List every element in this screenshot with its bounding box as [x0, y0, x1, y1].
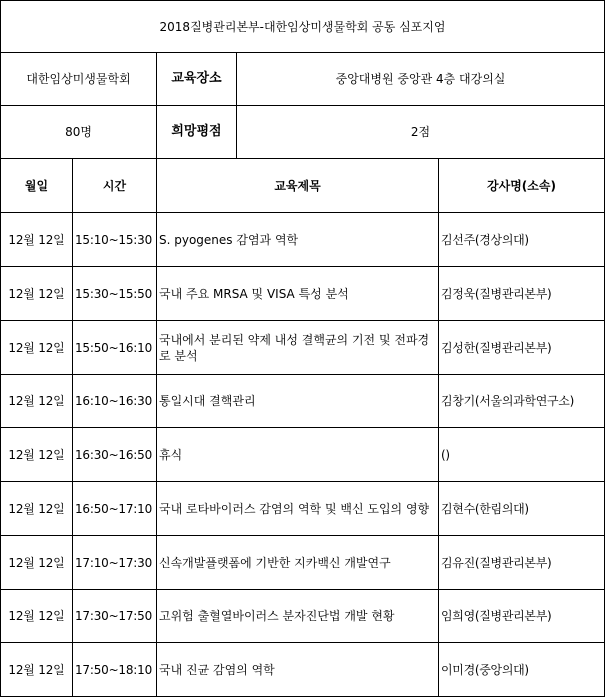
session-topic: 국내 진균 감염의 역학: [157, 643, 439, 697]
credits-label: 희망평점: [157, 106, 237, 158]
venue-value: 중앙대병원 중앙관 4층 대강의실: [335, 72, 506, 86]
session-lecturer: 김성한(질병관리본부): [439, 321, 605, 375]
venue-label: 교육장소: [157, 53, 237, 105]
time-column-header: 시간: [73, 159, 157, 213]
session-row: [1, 536, 605, 590]
capacity-value: 80명: [1, 106, 157, 159]
info-row-venue: [1, 53, 605, 106]
session-time: 15:10~15:30: [73, 213, 157, 267]
session-date: 12월 12일: [1, 428, 73, 482]
session-topic: 고위험 출혈열바이러스 분자진단법 개발 현황: [157, 590, 439, 643]
session-row: [1, 375, 605, 428]
session-topic: 국내 주요 MRSA 및 VISA 특성 분석: [157, 267, 439, 321]
symposium-title: 2018질병관리본부-대한임상미생물학회 공동 심포지엄: [1, 1, 605, 53]
session-time: 16:50~17:10: [73, 482, 157, 536]
topic-column-header: 교육제목: [157, 159, 439, 213]
organizer-name: 대한임상미생물학회: [1, 53, 157, 106]
session-time: 17:10~17:30: [73, 536, 157, 590]
session-row: [1, 267, 605, 321]
session-date: 12월 12일: [1, 643, 73, 697]
column-header-row: [1, 159, 605, 213]
session-row: [1, 213, 605, 267]
session-date: 12월 12일: [1, 375, 73, 428]
lecturer-column-header: 강사명(소속): [439, 159, 605, 213]
session-time: 16:30~16:50: [73, 428, 157, 482]
session-topic: 국내에서 분리된 약제 내성 결핵균의 기전 및 전파경로 분석: [157, 321, 439, 375]
session-lecturer: (): [439, 428, 605, 482]
session-lecturer: 이미경(중앙의대): [439, 643, 605, 697]
venue-cell: [157, 53, 605, 106]
session-topic: 휴식: [157, 428, 439, 482]
title-row: [1, 1, 605, 53]
session-date: 12월 12일: [1, 213, 73, 267]
credits-value: 2점: [410, 125, 431, 139]
session-time: 15:30~15:50: [73, 267, 157, 321]
session-date: 12월 12일: [1, 321, 73, 375]
session-date: 12월 12일: [1, 536, 73, 590]
session-lecturer: 김정욱(질병관리본부): [439, 267, 605, 321]
credits-cell: [157, 106, 605, 159]
session-lecturer: 김현수(한림의대): [439, 482, 605, 536]
session-date: 12월 12일: [1, 267, 73, 321]
session-topic: S. pyogenes 감염과 역학: [157, 213, 439, 267]
session-row: [1, 321, 605, 375]
session-row: [1, 590, 605, 643]
session-lecturer: 임희영(질병관리본부): [439, 590, 605, 643]
session-row: [1, 428, 605, 482]
session-date: 12월 12일: [1, 590, 73, 643]
session-time: 17:30~17:50: [73, 590, 157, 643]
session-date: 12월 12일: [1, 482, 73, 536]
session-topic: 국내 로타바이러스 감염의 역학 및 백신 도입의 영향: [157, 482, 439, 536]
session-topic: 통일시대 결핵관리: [157, 375, 439, 428]
session-time: 16:10~16:30: [73, 375, 157, 428]
session-row: [1, 643, 605, 697]
date-column-header: 월일: [1, 159, 73, 213]
session-time: 17:50~18:10: [73, 643, 157, 697]
info-row-credits: [1, 106, 605, 159]
session-lecturer: 김창기(서울의과학연구소): [439, 375, 605, 428]
session-topic: 신속개발플랫폼에 기반한 지카백신 개발연구: [157, 536, 439, 590]
session-time: 15:50~16:10: [73, 321, 157, 375]
session-row: [1, 482, 605, 536]
session-lecturer: 김유진(질병관리본부): [439, 536, 605, 590]
session-lecturer: 김선주(경상의대): [439, 213, 605, 267]
